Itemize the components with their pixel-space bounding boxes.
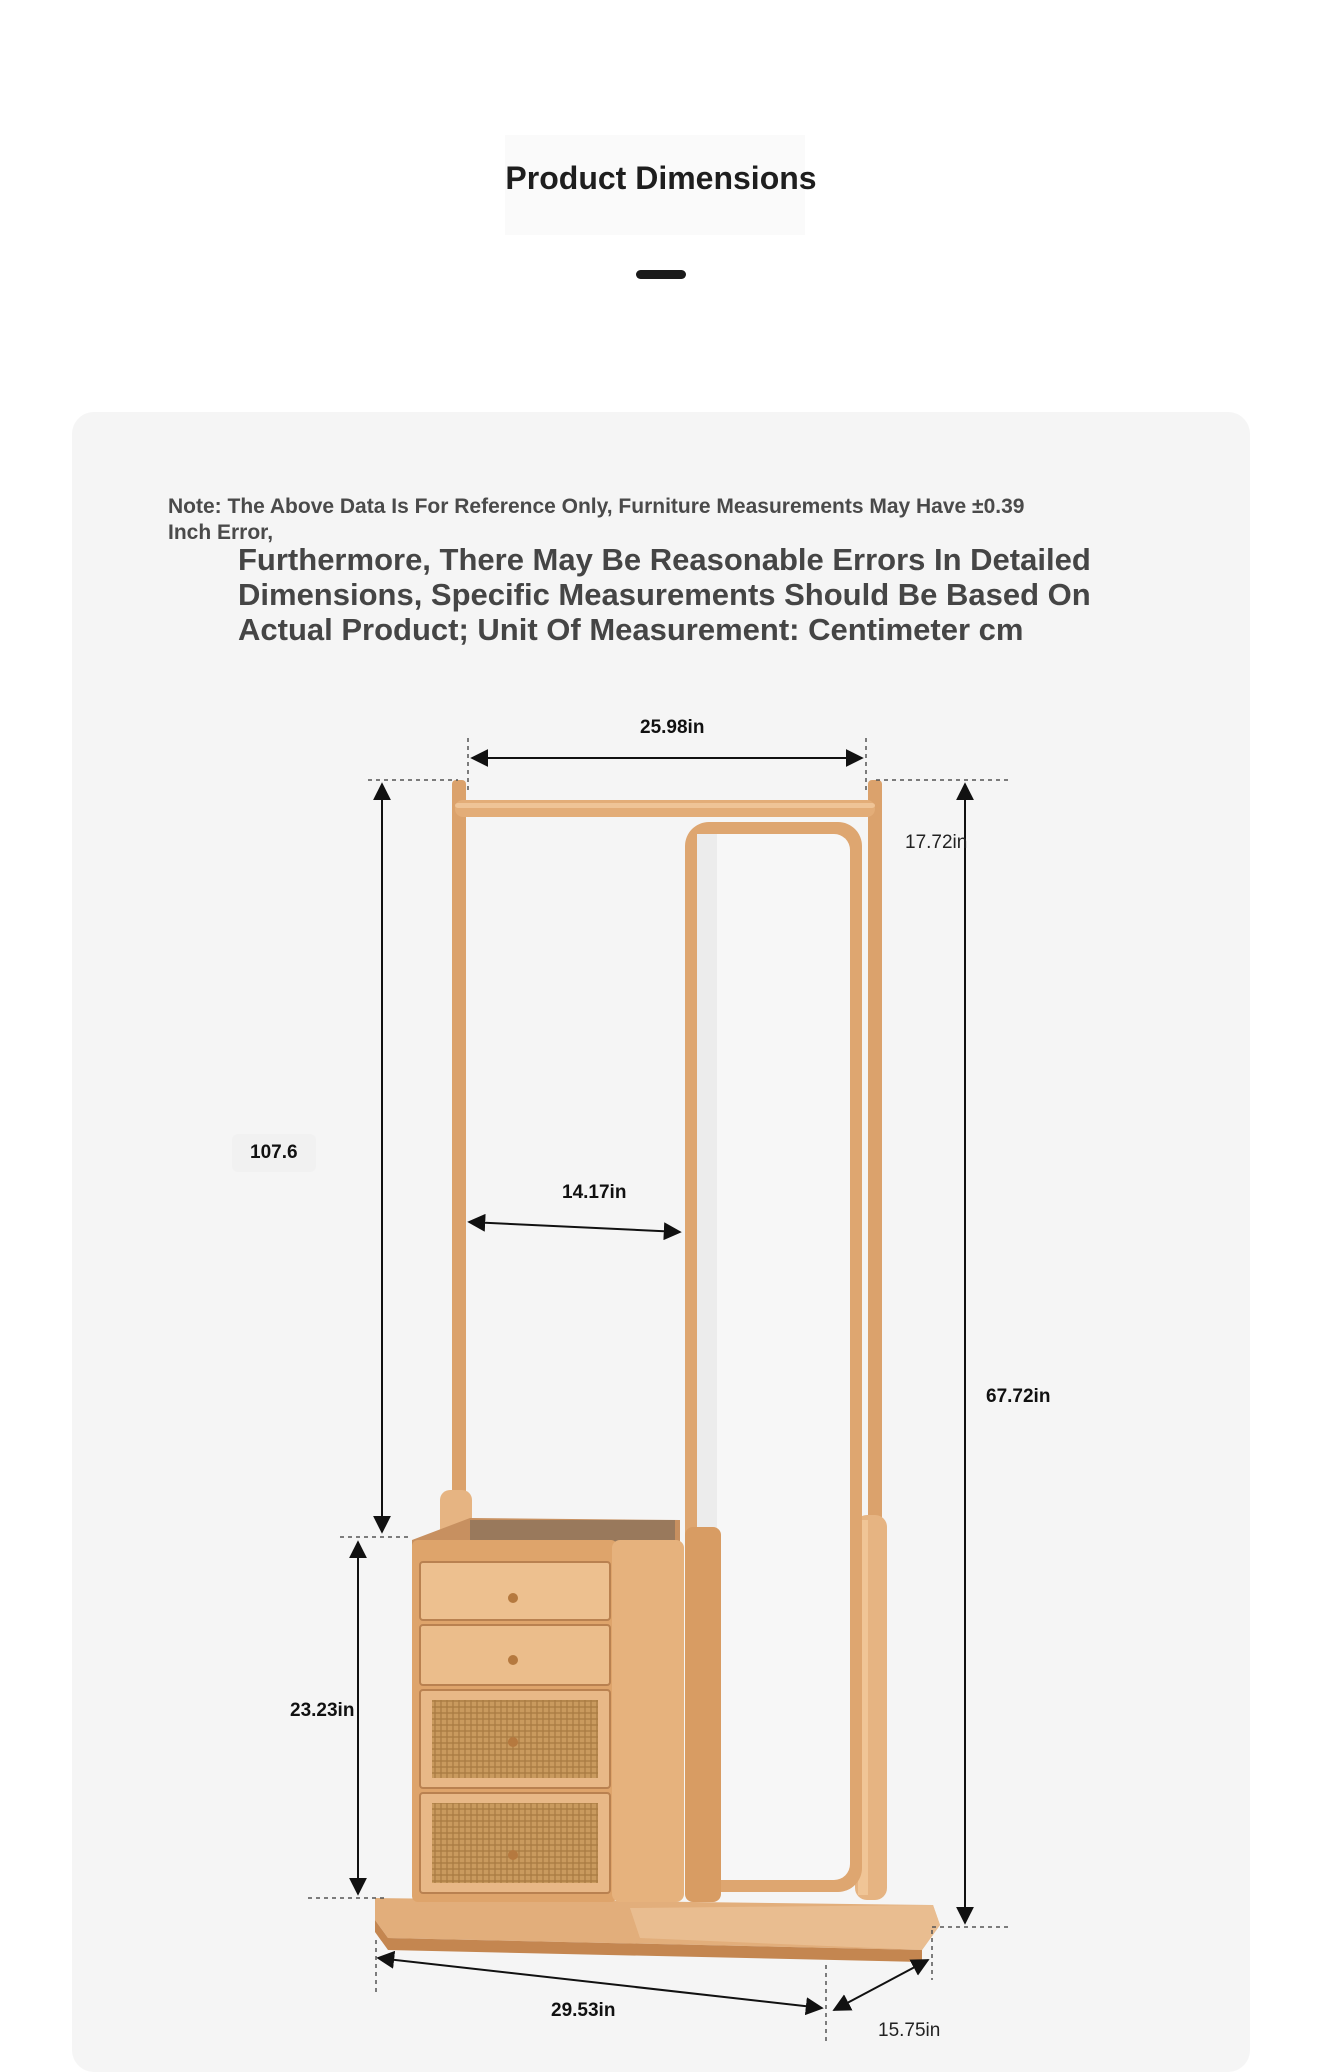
mirror-support — [685, 1527, 721, 1902]
hanging-space-arrow — [469, 1222, 680, 1232]
label-base-depth: 15.75in — [878, 2020, 941, 2041]
label-cabinet-height: 23.23in — [290, 1700, 355, 1721]
label-top-width: 25.98in — [640, 717, 705, 738]
drawer-cabinet — [412, 1518, 684, 1902]
hanging-rail — [455, 800, 875, 817]
label-base-width: 29.53in — [551, 2000, 616, 2021]
base-depth-arrow — [834, 1960, 928, 2010]
note-reference: Note: The Above Data Is For Reference Only, Furniture Measurements May Have ±0.39 Inch Error, — [168, 495, 1025, 544]
left-post — [440, 780, 472, 1550]
label-mirror-width: 17.72in — [905, 832, 968, 853]
label-mirror-height: 67.72in — [986, 1386, 1051, 1407]
label-total-height: 107.6 — [232, 1134, 316, 1172]
page-title: Product Dimensions — [505, 160, 817, 196]
base-platform — [375, 1898, 940, 1962]
note-unit: Furthermore, There May Be Reasonable Errors In Detailed Dimensions, Specific Measurements Should Be Based On Actual Product; Unit Of Measurement: Centimeter cm — [238, 542, 1091, 647]
label-hanging-space: 14.17in — [562, 1182, 627, 1203]
